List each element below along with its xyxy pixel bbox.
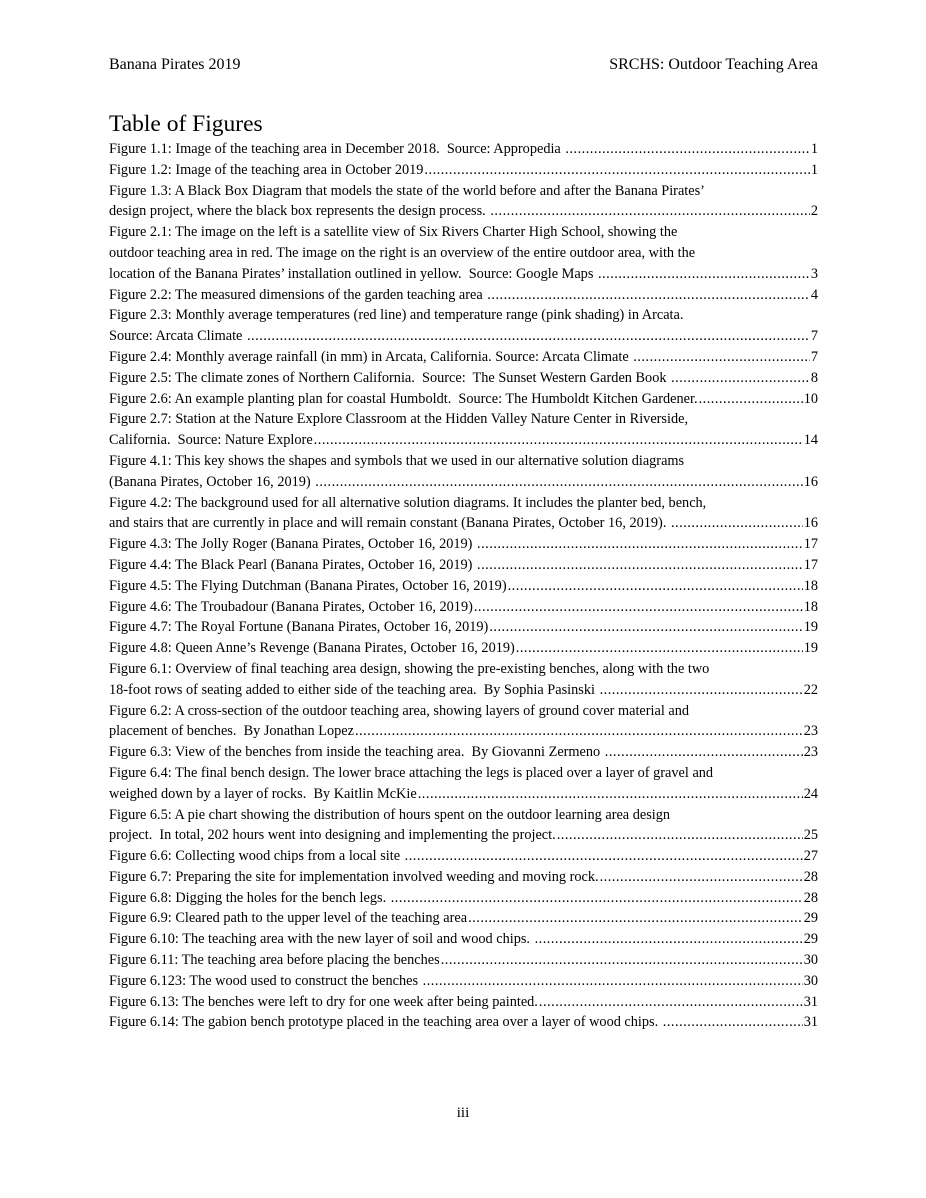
toc-entry-text: Figure 6.10: The teaching area with the new layer of soil and wood chips.	[109, 929, 535, 950]
toc-page-number: 17	[803, 555, 818, 576]
toc-entry-line[interactable]	[109, 555, 818, 576]
toc-entry-line[interactable]	[109, 950, 818, 971]
toc-entry-text: Source: Arcata Climate	[109, 326, 247, 347]
toc-entry-text: Figure 6.2: A cross-section of the outdoor teaching area, showing layers of ground cover material and	[109, 702, 690, 719]
toc-entry-line	[109, 181, 818, 202]
toc-entry-line[interactable]	[109, 1012, 818, 1033]
toc-entry-line	[109, 305, 818, 326]
dot-leader	[633, 347, 810, 368]
toc-entry-text: (Banana Pirates, October 16, 2019)	[109, 472, 315, 493]
toc-entry-text: Figure 6.14: The gabion bench prototype placed in the teaching area over a layer of wood chips.	[109, 1012, 663, 1033]
toc-entry-line[interactable]	[109, 534, 818, 555]
toc-entry-line[interactable]	[109, 430, 818, 451]
toc-entry-line[interactable]	[109, 867, 818, 888]
dot-leader	[355, 721, 803, 742]
header-left-text: Banana Pirates 2019	[109, 56, 241, 73]
toc-entry-text: project. In total, 202 hours went into designing and implementing the project.	[109, 825, 557, 846]
toc-entry-text: Figure 4.4: The Black Pearl (Banana Pirates, October 16, 2019)	[109, 555, 477, 576]
page-title: Table of Figures	[109, 111, 263, 137]
toc-page-number: 1	[810, 139, 818, 160]
page-number: iii	[456, 1105, 470, 1121]
toc-entry-line	[109, 451, 818, 472]
dot-leader	[663, 1012, 803, 1033]
toc-entry-text: Figure 6.11: The teaching area before placing the benches	[109, 950, 441, 971]
toc-entry-line	[109, 243, 818, 264]
toc-entry-text: Figure 6.7: Preparing the site for implementation involved weeding and moving rock.	[109, 867, 600, 888]
toc-entry-line[interactable]	[109, 597, 818, 618]
toc-entry-line[interactable]	[109, 680, 818, 701]
toc-entry-line[interactable]	[109, 201, 818, 222]
toc-page-number: 29	[803, 929, 818, 950]
dot-leader	[600, 680, 803, 701]
toc-entry-line	[109, 409, 818, 430]
dot-leader	[565, 139, 809, 160]
toc-entry-text: Figure 6.9: Cleared path to the upper level of the teaching area	[109, 908, 468, 929]
toc-entry-text: Figure 2.7: Station at the Nature Explore Classroom at the Hidden Valley Nature Center in Riverside,	[109, 411, 689, 428]
toc-entry-text: 18-foot rows of seating added to either side of the teaching area. By Sophia Pasinski	[109, 680, 600, 701]
toc-entry-line[interactable]	[109, 929, 818, 950]
dot-leader	[598, 264, 810, 285]
toc-page-number: 16	[803, 472, 818, 493]
table-of-figures-list	[109, 139, 818, 1033]
toc-page-number: 17	[803, 534, 818, 555]
toc-page-number: 27	[803, 846, 818, 867]
dot-leader	[557, 825, 803, 846]
toc-entry-line[interactable]	[109, 576, 818, 597]
toc-entry-text: Figure 6.5: A pie chart showing the distribution of hours spent on the outdoor learning area design	[109, 806, 671, 823]
toc-page-number: 28	[803, 867, 818, 888]
page-header	[109, 55, 818, 75]
dot-leader	[671, 513, 803, 534]
toc-page-number: 10	[803, 389, 818, 410]
header-right-text: SRCHS: Outdoor Teaching Area	[609, 56, 818, 73]
toc-page-number: 3	[810, 264, 818, 285]
toc-page-number: 2	[810, 201, 818, 222]
toc-page-number: 18	[803, 576, 818, 597]
toc-entry-line[interactable]	[109, 888, 818, 909]
toc-entry-line[interactable]	[109, 513, 818, 534]
toc-entry-line[interactable]	[109, 784, 818, 805]
toc-entry-line[interactable]	[109, 846, 818, 867]
toc-entry-text: Figure 1.1: Image of the teaching area in December 2018. Source: Appropedia	[109, 139, 565, 160]
dot-leader	[405, 846, 803, 867]
dot-leader	[516, 638, 803, 659]
toc-page-number: 18	[803, 597, 818, 618]
dot-leader	[508, 576, 803, 597]
toc-entry-line	[109, 659, 818, 680]
toc-entry-text: outdoor teaching area in red. The image on the right is an overview of the entire outdoor area, with the	[109, 244, 696, 261]
toc-entry-line[interactable]	[109, 368, 818, 389]
toc-entry-text: Figure 4.6: The Troubadour (Banana Pirates, October 16, 2019)	[109, 597, 474, 618]
dot-leader	[391, 888, 803, 909]
toc-entry-text: Figure 1.2: Image of the teaching area in October 2019	[109, 160, 424, 181]
toc-entry-line[interactable]	[109, 160, 818, 181]
toc-entry-line[interactable]	[109, 908, 818, 929]
toc-entry-line	[109, 805, 818, 826]
dot-leader	[477, 534, 803, 555]
toc-entry-line[interactable]	[109, 638, 818, 659]
dot-leader	[418, 784, 803, 805]
dot-leader	[605, 742, 803, 763]
dot-leader	[699, 389, 803, 410]
toc-entry-text: weighed down by a layer of rocks. By Kaitlin McKie	[109, 784, 418, 805]
toc-entry-line	[109, 493, 818, 514]
toc-entry-line[interactable]	[109, 742, 818, 763]
toc-entry-text: Figure 6.3: View of the benches from inside the teaching area. By Giovanni Zermeno	[109, 742, 605, 763]
toc-entry-line	[109, 701, 818, 722]
toc-entry-text: Figure 2.6: An example planting plan for coastal Humboldt. Source: The Humboldt Kitchen Gardener.	[109, 389, 699, 410]
toc-entry-text: Figure 4.7: The Royal Fortune (Banana Pirates, October 16, 2019)	[109, 617, 489, 638]
dot-leader	[539, 992, 803, 1013]
toc-entry-text: and stairs that are currently in place and will remain constant (Banana Pirates, October 16, 2019).	[109, 513, 671, 534]
toc-page-number: 23	[803, 721, 818, 742]
dot-leader	[468, 908, 803, 929]
dot-leader	[441, 950, 803, 971]
toc-page-number: 22	[803, 680, 818, 701]
toc-entry-text: Figure 4.3: The Jolly Roger (Banana Pirates, October 16, 2019)	[109, 534, 477, 555]
dot-leader	[247, 326, 810, 347]
toc-entry-line[interactable]	[109, 389, 818, 410]
toc-entry-text: Figure 6.6: Collecting wood chips from a local site	[109, 846, 405, 867]
dot-leader	[490, 201, 810, 222]
toc-entry-text: Figure 4.2: The background used for all alternative solution diagrams. It includes the planter bed, bench,	[109, 494, 707, 511]
toc-page-number: 28	[803, 888, 818, 909]
toc-page-number: 25	[803, 825, 818, 846]
dot-leader	[315, 472, 802, 493]
toc-entry-text: Figure 4.1: This key shows the shapes and symbols that we used in our alternative solution diagrams	[109, 452, 685, 469]
dot-leader	[477, 555, 803, 576]
toc-entry-text: placement of benches. By Jonathan Lopez	[109, 721, 355, 742]
toc-entry-line[interactable]	[109, 617, 818, 638]
toc-entry-text: Figure 2.5: The climate zones of Northern California. Source: The Sunset Western Garden Book	[109, 368, 671, 389]
toc-page-number: 1	[810, 160, 818, 181]
toc-page-number: 19	[803, 638, 818, 659]
toc-entry-line[interactable]	[109, 139, 818, 160]
toc-entry-text: Figure 6.13: The benches were left to dry for one week after being painted.	[109, 992, 539, 1013]
toc-entry-line[interactable]	[109, 326, 818, 347]
toc-page-number: 7	[810, 347, 818, 368]
toc-entry-text: location of the Banana Pirates’ installation outlined in yellow. Source: Google Maps	[109, 264, 598, 285]
dot-leader	[424, 160, 809, 181]
dot-leader	[489, 617, 802, 638]
toc-entry-text: Figure 6.1: Overview of final teaching area design, showing the pre-existing benches, along with the two	[109, 660, 710, 677]
toc-entry-text: Figure 2.1: The image on the left is a satellite view of Six Rivers Charter High School, showing the	[109, 224, 678, 241]
toc-entry-line[interactable]	[109, 285, 818, 306]
toc-page-number: 31	[803, 992, 818, 1013]
toc-page-number: 19	[803, 617, 818, 638]
toc-entry-text: Figure 2.3: Monthly average temperatures (red line) and temperature range (pink shading) in Arcata.	[109, 307, 684, 324]
toc-page-number: 14	[803, 430, 818, 451]
toc-entry-text: design project, where the black box represents the design process.	[109, 201, 490, 222]
toc-entry-line[interactable]	[109, 971, 818, 992]
dot-leader	[535, 929, 803, 950]
dot-leader	[487, 285, 810, 306]
toc-page-number: 30	[803, 971, 818, 992]
toc-entry-text: California. Source: Nature Explore	[109, 430, 314, 451]
toc-entry-text: Figure 6.8: Digging the holes for the bench legs.	[109, 888, 391, 909]
toc-entry-line	[109, 222, 818, 243]
toc-entry-line[interactable]	[109, 721, 818, 742]
dot-leader	[314, 430, 803, 451]
toc-page-number: 4	[810, 285, 818, 306]
toc-page-number: 8	[810, 368, 818, 389]
toc-entry-text: Figure 6.123: The wood used to construct the benches	[109, 971, 423, 992]
toc-entry-text: Figure 2.4: Monthly average rainfall (in mm) in Arcata, California. Source: Arcata Climate	[109, 347, 633, 368]
toc-page-number: 24	[803, 784, 818, 805]
toc-page-number: 29	[803, 908, 818, 929]
toc-entry-line[interactable]	[109, 347, 818, 368]
toc-entry-text: Figure 2.2: The measured dimensions of the garden teaching area	[109, 285, 487, 306]
toc-page-number: 16	[803, 513, 818, 534]
toc-entry-line[interactable]	[109, 825, 818, 846]
toc-entry-line[interactable]	[109, 264, 818, 285]
dot-leader	[671, 368, 810, 389]
dot-leader	[600, 867, 803, 888]
dot-leader	[423, 971, 803, 992]
toc-entry-text: Figure 4.8: Queen Anne’s Revenge (Banana Pirates, October 16, 2019)	[109, 638, 516, 659]
toc-entry-line[interactable]	[109, 472, 818, 493]
toc-page-number: 31	[803, 1012, 818, 1033]
toc-entry-line[interactable]	[109, 992, 818, 1013]
dot-leader	[474, 597, 803, 618]
toc-entry-line	[109, 763, 818, 784]
toc-entry-text: Figure 6.4: The final bench design. The lower brace attaching the legs is placed over a layer of gravel and	[109, 764, 714, 781]
toc-page-number: 7	[810, 326, 818, 347]
toc-page-number: 30	[803, 950, 818, 971]
toc-page-number: 23	[803, 742, 818, 763]
toc-entry-text: Figure 1.3: A Black Box Diagram that models the state of the world before and after the Banana Pirates’	[109, 182, 705, 199]
toc-entry-text: Figure 4.5: The Flying Dutchman (Banana Pirates, October 16, 2019)	[109, 576, 508, 597]
